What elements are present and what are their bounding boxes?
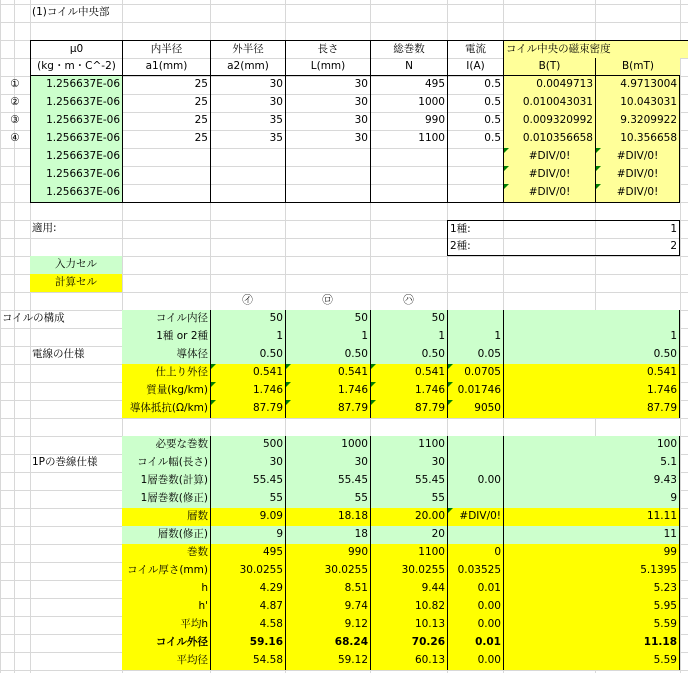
row-value-4[interactable] (503, 310, 680, 328)
row-value-1[interactable]: 0.50 (285, 346, 370, 364)
row-value-4[interactable]: 1 (503, 328, 680, 346)
l-cell[interactable] (285, 184, 370, 202)
row-value-0[interactable]: 500 (210, 436, 285, 454)
row-value-0[interactable]: 4.58 (210, 616, 285, 634)
row-value-0[interactable]: 1 (210, 328, 285, 346)
row-value-3[interactable] (447, 454, 503, 472)
header-2[interactable]: 外半径 (210, 40, 285, 58)
row-value-1[interactable]: 87.79 (285, 400, 370, 418)
row-index: ② (10, 96, 20, 108)
row-value-3[interactable]: 0.01 (447, 580, 503, 598)
i-cell[interactable]: 0.5 (447, 76, 503, 94)
row-label: 導体抵抗(Ω/km) (122, 400, 210, 418)
row-label: 導体径 (122, 346, 210, 364)
row-value-2[interactable]: 1100 (370, 544, 447, 562)
row-value-2[interactable]: 30 (370, 454, 447, 472)
bmt-cell[interactable]: #DIV/0! (595, 184, 680, 202)
row-value-0[interactable]: 9.09 (210, 508, 285, 526)
row-value-4[interactable]: 11 (503, 526, 680, 544)
row-label: 平均h (122, 616, 210, 634)
row-value-3[interactable]: 1 (447, 328, 503, 346)
row-value-3[interactable]: 0.00 (447, 472, 503, 490)
row-label: 仕上り外径 (122, 364, 210, 382)
bmt-cell[interactable]: 9.3209922 (595, 112, 680, 130)
a2-cell[interactable] (210, 166, 285, 184)
col-mark-0: ㋑ (242, 294, 253, 306)
row-value-2[interactable]: 60.13 (370, 652, 447, 670)
a2-cell[interactable]: 30 (210, 76, 285, 94)
a1-cell[interactable] (122, 184, 210, 202)
row-label: コイル外径 (122, 634, 210, 652)
row-value-0[interactable]: 59.16 (210, 634, 285, 652)
n-cell[interactable]: 495 (370, 76, 447, 94)
row-value-2[interactable]: 50 (370, 310, 447, 328)
row-value-1[interactable]: 0.541 (285, 364, 370, 382)
row-value-1[interactable]: 68.24 (285, 634, 370, 652)
type1-label: 1種: (447, 220, 503, 238)
row-value-1[interactable]: 30 (285, 454, 370, 472)
row-value-2[interactable]: 0.541 (370, 364, 447, 382)
a1-cell[interactable] (122, 148, 210, 166)
bt-cell[interactable]: 0.010043031 (503, 94, 595, 112)
unit-5[interactable]: I(A) (447, 58, 503, 76)
row-label: コイル厚さ(mm) (122, 562, 210, 580)
header-3[interactable]: 長さ (285, 40, 370, 58)
header-6[interactable]: コイル中央の磁束密度 (503, 40, 688, 58)
row-value-2[interactable]: 55.45 (370, 472, 447, 490)
row-label: コイル内径 (122, 310, 210, 328)
row-value-3[interactable]: 9050 (447, 400, 503, 418)
header-5[interactable]: 電流 (447, 40, 503, 58)
row-value-1[interactable]: 55.45 (285, 472, 370, 490)
row-value-0[interactable]: 495 (210, 544, 285, 562)
row-value-0[interactable]: 87.79 (210, 400, 285, 418)
row-value-0[interactable]: 50 (210, 310, 285, 328)
col-mark-2: ㋩ (403, 294, 414, 306)
unit-4[interactable]: N (370, 58, 447, 76)
mu-cell[interactable]: 1.256637E-06 (30, 166, 122, 184)
n-cell[interactable]: 1000 (370, 94, 447, 112)
n-cell[interactable] (370, 184, 447, 202)
n-cell[interactable]: 990 (370, 112, 447, 130)
a1-cell[interactable]: 25 (122, 76, 210, 94)
row-value-2[interactable]: 87.79 (370, 400, 447, 418)
table-border (30, 202, 680, 203)
row-value-3[interactable]: 0.00 (447, 598, 503, 616)
mu-cell[interactable]: 1.256637E-06 (30, 76, 122, 94)
l-cell[interactable]: 30 (285, 130, 370, 148)
type1-value[interactable]: 1 (503, 220, 680, 238)
row-value-1[interactable]: 30.0255 (285, 562, 370, 580)
unit-0[interactable]: (kg・m・C^-2) (30, 58, 122, 76)
sheet-title: (1)コイル中央部 (32, 6, 110, 18)
row-value-4[interactable]: 11.18 (503, 634, 680, 652)
a1-cell[interactable] (122, 166, 210, 184)
a1-cell[interactable]: 25 (122, 94, 210, 112)
row-value-4[interactable]: 1.746 (503, 382, 680, 400)
header-4[interactable]: 総巻数 (370, 40, 447, 58)
row-value-3[interactable]: 0.0705 (447, 364, 503, 382)
i-cell[interactable]: 0.5 (447, 130, 503, 148)
row-value-1[interactable]: 50 (285, 310, 370, 328)
row-value-4[interactable]: 5.95 (503, 598, 680, 616)
legend-calc: 計算セル (30, 274, 122, 292)
row-value-3[interactable]: 0 (447, 544, 503, 562)
row-value-4[interactable]: 0.541 (503, 364, 680, 382)
row-value-2[interactable]: 20 (370, 526, 447, 544)
row-value-2[interactable]: 9.44 (370, 580, 447, 598)
bt-cell[interactable]: #DIV/0! (503, 184, 595, 202)
row-value-2[interactable]: 1100 (370, 436, 447, 454)
i-cell[interactable] (447, 166, 503, 184)
mu-cell[interactable]: 1.256637E-06 (30, 112, 122, 130)
a2-cell[interactable]: 35 (210, 130, 285, 148)
section-wire: 電線の仕様 (32, 348, 85, 360)
header-0[interactable]: μ0 (30, 40, 122, 58)
a2-cell[interactable] (210, 148, 285, 166)
mu-cell[interactable]: 1.256637E-06 (30, 148, 122, 166)
row-value-4[interactable]: 11.11 (503, 508, 680, 526)
i-cell[interactable]: 0.5 (447, 94, 503, 112)
l-cell[interactable]: 30 (285, 94, 370, 112)
row-value-1[interactable]: 18 (285, 526, 370, 544)
row-value-3[interactable] (447, 310, 503, 328)
row-value-0[interactable]: 4.29 (210, 580, 285, 598)
unit-6[interactable]: B(T) (503, 58, 595, 76)
row-value-4[interactable]: 0.50 (503, 346, 680, 364)
row-index (0, 184, 30, 202)
a2-cell[interactable]: 35 (210, 112, 285, 130)
row-value-1[interactable]: 59.12 (285, 652, 370, 670)
bmt-cell[interactable]: #DIV/0! (595, 166, 680, 184)
unit-3[interactable]: L(mm) (285, 58, 370, 76)
n-cell[interactable]: 1100 (370, 130, 447, 148)
header-1[interactable]: 内半径 (122, 40, 210, 58)
row-value-2[interactable]: 1 (370, 328, 447, 346)
row-label: 層数(修正) (122, 526, 210, 544)
row-value-4[interactable]: 5.23 (503, 580, 680, 598)
row-label: コイル幅(長さ) (122, 454, 210, 472)
row-value-0[interactable]: 0.541 (210, 364, 285, 382)
row-value-0[interactable]: 54.58 (210, 652, 285, 670)
row-index (0, 166, 30, 184)
row-label: 層数 (122, 508, 210, 526)
row-value-4[interactable]: 5.1395 (503, 562, 680, 580)
l-cell[interactable]: 30 (285, 112, 370, 130)
row-index: ③ (10, 114, 20, 126)
bt-cell[interactable]: 0.0049713 (503, 76, 595, 94)
row-value-0[interactable]: 55 (210, 490, 285, 508)
l-cell[interactable] (285, 166, 370, 184)
bt-cell[interactable]: #DIV/0! (503, 166, 595, 184)
a2-cell[interactable]: 30 (210, 94, 285, 112)
row-value-3[interactable]: 0.03525 (447, 562, 503, 580)
row-value-1[interactable]: 9.74 (285, 598, 370, 616)
row-value-0[interactable]: 30 (210, 454, 285, 472)
n-cell[interactable] (370, 166, 447, 184)
row-value-1[interactable]: 8.51 (285, 580, 370, 598)
row-value-1[interactable]: 9.12 (285, 616, 370, 634)
row-value-4[interactable]: 5.59 (503, 652, 680, 670)
apply-label: 適用: (32, 222, 57, 234)
row-value-2[interactable]: 10.82 (370, 598, 447, 616)
row-value-4[interactable]: 100 (503, 436, 680, 454)
bt-cell[interactable]: 0.009320992 (503, 112, 595, 130)
row-value-3[interactable] (447, 526, 503, 544)
row-value-3[interactable] (447, 436, 503, 454)
row-label: 巻数 (122, 544, 210, 562)
row-value-2[interactable]: 55 (370, 490, 447, 508)
row-label: h' (122, 598, 210, 616)
row-label: 1種 or 2種 (122, 328, 210, 346)
unit-7[interactable]: B(mT) (595, 58, 680, 76)
row-label: 必要な巻数 (122, 436, 210, 454)
row-value-1[interactable]: 1 (285, 328, 370, 346)
row-value-1[interactable]: 990 (285, 544, 370, 562)
mu-cell[interactable]: 1.256637E-06 (30, 130, 122, 148)
bmt-cell[interactable]: 10.043031 (595, 94, 680, 112)
col-mark-1: ㋺ (322, 294, 333, 306)
row-value-2[interactable]: 30.0255 (370, 562, 447, 580)
row-value-3[interactable]: 0.00 (447, 652, 503, 670)
row-value-1[interactable]: 1000 (285, 436, 370, 454)
bmt-cell[interactable]: #DIV/0! (595, 148, 680, 166)
row-index: ① (10, 78, 20, 90)
row-index (0, 148, 30, 166)
row-value-4[interactable]: 87.79 (503, 400, 680, 418)
type2-value[interactable]: 2 (503, 238, 680, 256)
unit-1[interactable]: a1(mm) (122, 58, 210, 76)
row-label: 質量(kg/km) (122, 382, 210, 400)
row-label: h (122, 580, 210, 598)
row-value-0[interactable]: 55.45 (210, 472, 285, 490)
row-value-1[interactable]: 18.18 (285, 508, 370, 526)
a1-cell[interactable]: 25 (122, 130, 210, 148)
mu-cell[interactable]: 1.256637E-06 (30, 94, 122, 112)
n-cell[interactable] (370, 148, 447, 166)
row-value-3[interactable] (447, 490, 503, 508)
section-coil: コイルの構成 (2, 312, 65, 324)
bt-cell[interactable]: #DIV/0! (503, 148, 595, 166)
row-value-2[interactable]: 10.13 (370, 616, 447, 634)
row-value-4[interactable]: 9 (503, 490, 680, 508)
row-value-1[interactable]: 55 (285, 490, 370, 508)
l-cell[interactable]: 30 (285, 76, 370, 94)
row-value-0[interactable]: 30.0255 (210, 562, 285, 580)
row-value-4[interactable]: 9.43 (503, 472, 680, 490)
section-1p: 1Pの巻線仕様 (32, 456, 98, 468)
row-value-4[interactable]: 5.59 (503, 616, 680, 634)
row-value-2[interactable]: 20.00 (370, 508, 447, 526)
row-value-3[interactable]: #DIV/0! (447, 508, 503, 526)
row-index: ④ (10, 132, 20, 144)
row-value-0[interactable]: 4.87 (210, 598, 285, 616)
type2-label: 2種: (447, 238, 503, 256)
bmt-cell[interactable]: 4.9713004 (595, 76, 680, 94)
a2-cell[interactable] (210, 184, 285, 202)
row-label: 1層巻数(修正) (122, 490, 210, 508)
row-value-0[interactable]: 1.746 (210, 382, 285, 400)
i-cell[interactable] (447, 148, 503, 166)
mu-cell[interactable]: 1.256637E-06 (30, 184, 122, 202)
row-label: 平均径 (122, 652, 210, 670)
bt-cell[interactable]: 0.010356658 (503, 130, 595, 148)
row-label: 1層巻数(計算) (122, 472, 210, 490)
row-value-0[interactable]: 0.50 (210, 346, 285, 364)
row-value-3[interactable]: 0.05 (447, 346, 503, 364)
row-value-0[interactable]: 9 (210, 526, 285, 544)
row-value-4[interactable]: 5.1 (503, 454, 680, 472)
row-value-3[interactable]: 0.00 (447, 616, 503, 634)
a1-cell[interactable]: 25 (122, 112, 210, 130)
legend-input: 入力セル (30, 256, 122, 274)
i-cell[interactable] (447, 184, 503, 202)
l-cell[interactable] (285, 148, 370, 166)
row-value-1[interactable]: 1.746 (285, 382, 370, 400)
row-value-3[interactable]: 0.01 (447, 634, 503, 652)
bmt-cell[interactable]: 10.356658 (595, 130, 680, 148)
row-value-4[interactable]: 99 (503, 544, 680, 562)
i-cell[interactable]: 0.5 (447, 112, 503, 130)
unit-2[interactable]: a2(mm) (210, 58, 285, 76)
row-value-2[interactable]: 0.50 (370, 346, 447, 364)
row-value-3[interactable]: 0.01746 (447, 382, 503, 400)
row-value-2[interactable]: 1.746 (370, 382, 447, 400)
row-value-2[interactable]: 70.26 (370, 634, 447, 652)
